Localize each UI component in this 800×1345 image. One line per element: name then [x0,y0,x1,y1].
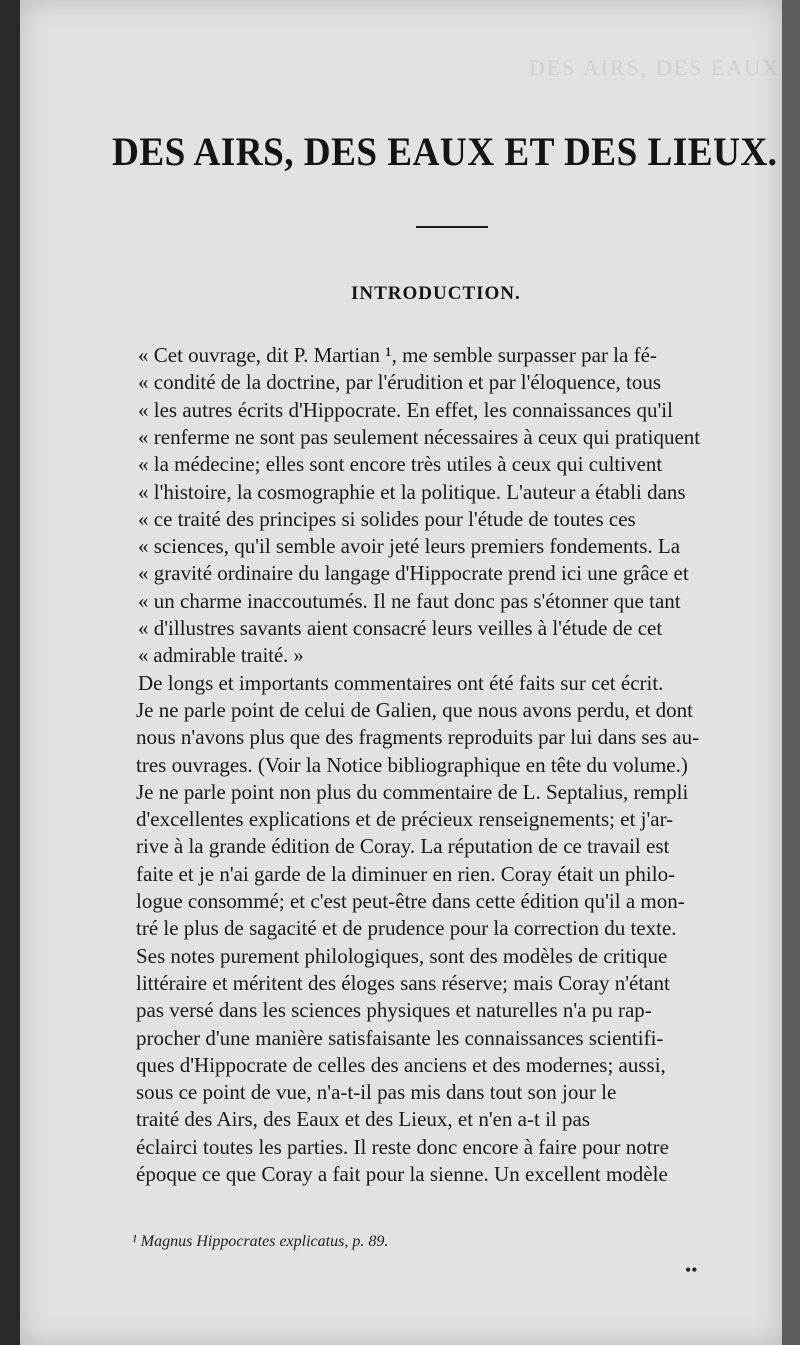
text-line: époque ce que Coray a fait pour la sienne. Un excellent modèle [136,1162,668,1186]
text-line: tres ouvrages. (Voir la Notice bibliographique en tête du volume.) [136,752,688,777]
text-line: « un charme inaccoutumés. Il ne faut donc pas s'étonner que tant [138,588,681,613]
text-line: sous ce point de vue, n'a-t-il pas mis dans tout son jour le [136,1080,617,1105]
text-line: rive à la grande édition de Coray. La réputation de ce travail est [136,834,670,859]
page-title: DES AIRS, DES EAUX ET DES LIEUX. [112,129,778,174]
footnote: ¹ Magnus Hippocrates explicatus, p. 89. [132,1233,389,1250]
text-line: « condité de la doctrine, par l'érudition et par l'éloquence, tous [138,370,662,395]
text-line: De longs et importants commentaires ont été faits sur cet écrit. [138,670,664,695]
text-line: éclairci toutes les parties. Il reste donc encore à faire pour notre [136,1134,669,1159]
text-line: « renferme ne sont pas seulement nécessaires à ceux qui pratiquent [138,424,701,449]
page-edge [782,0,800,1345]
running-head-bleedthrough: DES AIRS, DES EAUX [528,55,780,80]
text-line: littéraire et méritent des éloges sans réserve; mais Coray n'étant [136,970,670,995]
text-line: « sciences, qu'il semble avoir jeté leurs premiers fondements. La [138,534,681,559]
section-heading: INTRODUCTION. [351,283,521,304]
text-line: traité des Airs, des Eaux et des Lieux, et n'en a-t il pas [136,1107,590,1132]
text-line: ques d'Hippocrate de celles des anciens et des modernes; aussi, [136,1052,666,1077]
text-line: d'excellentes explications et de précieux renseignements; et j'ar- [136,807,674,832]
text-line: procher d'une manière satisfaisante les connaissances scientifi- [136,1025,664,1050]
text-line: « Cet ouvrage, dit P. Martian ¹, me semble surpasser par la fé- [138,343,657,367]
text-line: « gravité ordinaire du langage d'Hippocrate prend ici une grâce et [138,561,689,586]
text-line: « admirable traité. » [138,643,304,668]
signature-mark: •• [685,1260,698,1280]
text-line: « la médecine; elles sont encore très utiles à ceux qui cultivent [138,452,663,477]
title-rule [416,226,488,228]
text-line: pas versé dans les sciences physiques et naturelles n'a pu rap- [136,998,652,1023]
text-line: « l'histoire, la cosmographie et la politique. L'auteur a établi dans [138,479,686,504]
text-line: tré le plus de sagacité et de prudence pour la correction du texte. [136,916,677,941]
text-line: nous n'avons plus que des fragments reproduits par lui dans ses au- [136,725,700,750]
text-line: « ce traité des principes si solides pour l'étude de toutes ces [138,506,636,531]
text-line: Ses notes purement philologiques, sont des modèles de critique [136,943,668,968]
book-page [20,0,782,1345]
text-line: logue consommé; et c'est peut-être dans cette édition qu'il a mon- [136,889,685,913]
text-line: Je ne parle point de celui de Galien, que nous avons perdu, et dont [136,697,693,722]
text-line: faite et je n'ai garde de la diminuer en rien. Coray était un philo- [136,861,676,886]
text-line: « les autres écrits d'Hippocrate. En effet, les connaissances qu'il [138,397,673,422]
text-line: Je ne parle point non plus du commentaire de L. Septalius, rempli [136,779,689,804]
text-line: « d'illustres savants aient consacré leurs veilles à l'étude de cet [138,616,663,640]
